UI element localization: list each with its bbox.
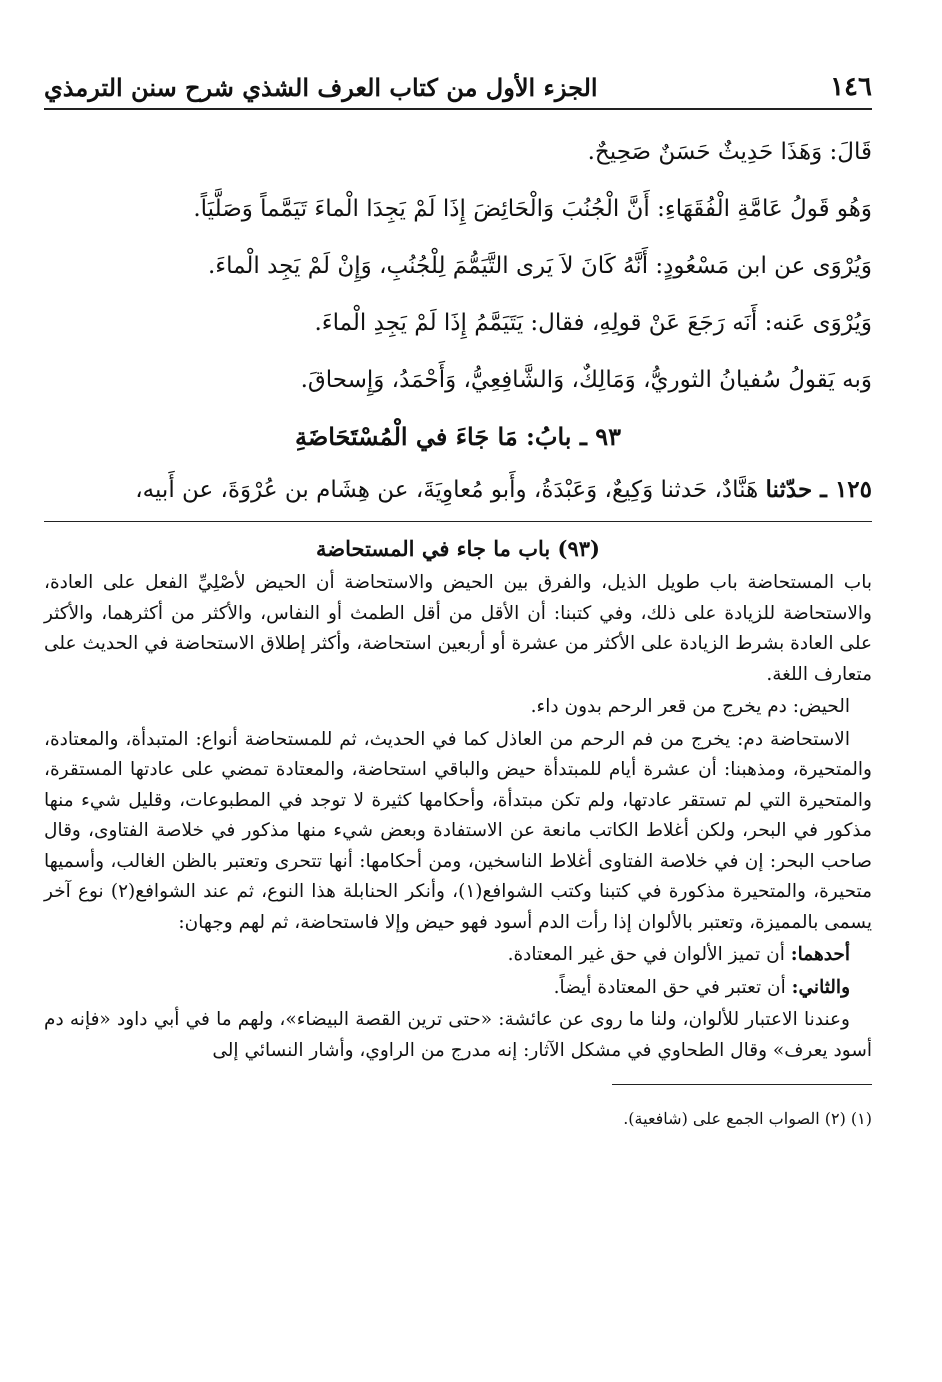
page-number: ١٤٦ — [830, 72, 872, 102]
hadith-line: قَالَ: وَهَذَا حَدِيثٌ حَسَنٌ صَحِيحٌ. — [587, 139, 872, 165]
hadith-number: ١٢٥ ـ حدّثنا — [765, 476, 872, 503]
hadith-text-block — [44, 124, 872, 409]
commentary — [44, 530, 872, 1066]
chapter-heading: ٩٣ ـ بابُ: مَا جَاءَ في الْمُسْتَحَاضَةِ — [294, 422, 622, 451]
hadith-line: وَيُرْوَى عن ابن مَسْعُودٍ: أَنَّهُ كَانَ لاَ يَرى التَّيَمُّمَ لِلْجُنُبِ، وَإِنْ لَمْ يَجِد الْماءَ. — [207, 253, 872, 279]
point-label: أحدهما: — [790, 944, 850, 965]
point-text: أن تميز الألوان في حق غير المعتادة. — [507, 944, 785, 965]
hadith-line: وَبه يَقولُ سُفيانُ الثوريُّ، وَمَالِكٌ، وَالشَّافِعِيُّ، وَأَحْمَدُ، وَإِسحاقَ. — [300, 367, 872, 393]
running-header — [44, 60, 872, 110]
page — [44, 60, 872, 1133]
section-divider — [44, 521, 872, 522]
commentary-paragraph: وعندنا الاعتبار للألوان، ولنا ما روى عن عائشة: «حتى ترين القصة البيضاء»، ولهم ما في أبي داود «فإنه دم أسود يعرف» وقال الطحاوي في مشكل الآثار: إنه مدرج من الراوي، وأشار النسائي إلى — [44, 1009, 872, 1061]
commentary-paragraph: الحيض: دم يخرج من قعر الرحم بدون داء. — [530, 696, 850, 717]
footnote-rule — [612, 1084, 872, 1085]
hadith-chain: هَنَّادٌ، حَدثنا وَكِيعٌ، وَعَبْدَةُ، وأَبو مُعاوِيَةَ، عن هِشَام بن عُرْوَةَ، عن أَبيه، — [135, 477, 759, 503]
hadith-line: وَهُو قَولُ عَامَّةِ الْفُقَهَاءِ: أَنَّ الْجُنُبَ وَالْحَائِضَ إِذَا لَمْ يَجِدَا الْماءَ تَيَمَّماً وَصَلَّيَاً. — [193, 196, 872, 222]
commentary-point-2 — [44, 973, 872, 1004]
commentary-paragraph: الاستحاضة دم: يخرج من فم الرحم من العاذل كما في الحديث، ثم للمستحاضة أنواع: المتبدأة، والمعتادة، والمتحيرة، ومذهبنا: أن عشرة أيام للمبتدأة حيض والباقي استحاضة، والمعتادة تمضي على عادتها المستقرة، والمتحيرة التي لم تستقر عادتها، ولم تكن مبتدأة، وأحكامها كثيرة لا توجد في المطبوعات، وقليل شيء منها مذكور في البحر، ولكن أغلاط الكاتب مانعة عن الاستفادة وبعض شيء منها مذكور في خلاصة الفتاوى، وقال صاحب البحر: إن في خلاصة الفتاوى أغلاط الناسخين، ومن أحكامها: أنها تتحرى وتعتبر بالظن الغالب، وأسميها متحيرة، والمتحيرة مذكورة في كتبنا وكتب الشوافع(١)، وأنكر الحنابلة هذا النوع، ثم عند الشوافع(٢) نوع آخر يسمى بالمميزة، وتعتبر بالألوان إذا رأت الدم أسود فهو حيض وإلا فاستحاضة، ثم لهم وجهان: — [44, 728, 872, 933]
commentary-title: (٩٣) باب ما جاء في المستحاضة — [316, 536, 600, 561]
running-title: الجزء الأول من كتاب العرف الشذي شرح سنن الترمذي — [44, 73, 598, 102]
hadith-line: وَيُرْوَى عَنه: أَنَه رَجَعَ عَنْ قولِهِ، فقال: يَتَيَمَّمُ إِذَا لَمْ يَجِدِ الْماءَ. — [314, 310, 872, 336]
commentary-point-1 — [44, 940, 872, 971]
hadith-125 — [44, 465, 872, 515]
footnote: (١) (٢) الصواب الجمع على (شافعية). — [623, 1109, 872, 1128]
point-label: والثاني: — [791, 976, 850, 998]
commentary-paragraph: باب المستحاضة باب طويل الذيل، والفرق بين الحيض والاستحاضة أن الحيض لأصْلِيِّ الفعل على العادة، والاستحاضة للزيادة على ذلك، وفي كتبنا: أن الأقل من أقل الطمث أو النفاس، والأكثر من أكثرهما، والأكثر على العادة بشرط الزيادة على الأكثر من عشرة أو أربعين استحاضة، وأكثر إطلاق الاستحاضة في الحديث على متعارف اللغة. — [44, 572, 872, 685]
point-text: أن تعتبر في حق المعتادة أيضاً. — [553, 976, 786, 998]
